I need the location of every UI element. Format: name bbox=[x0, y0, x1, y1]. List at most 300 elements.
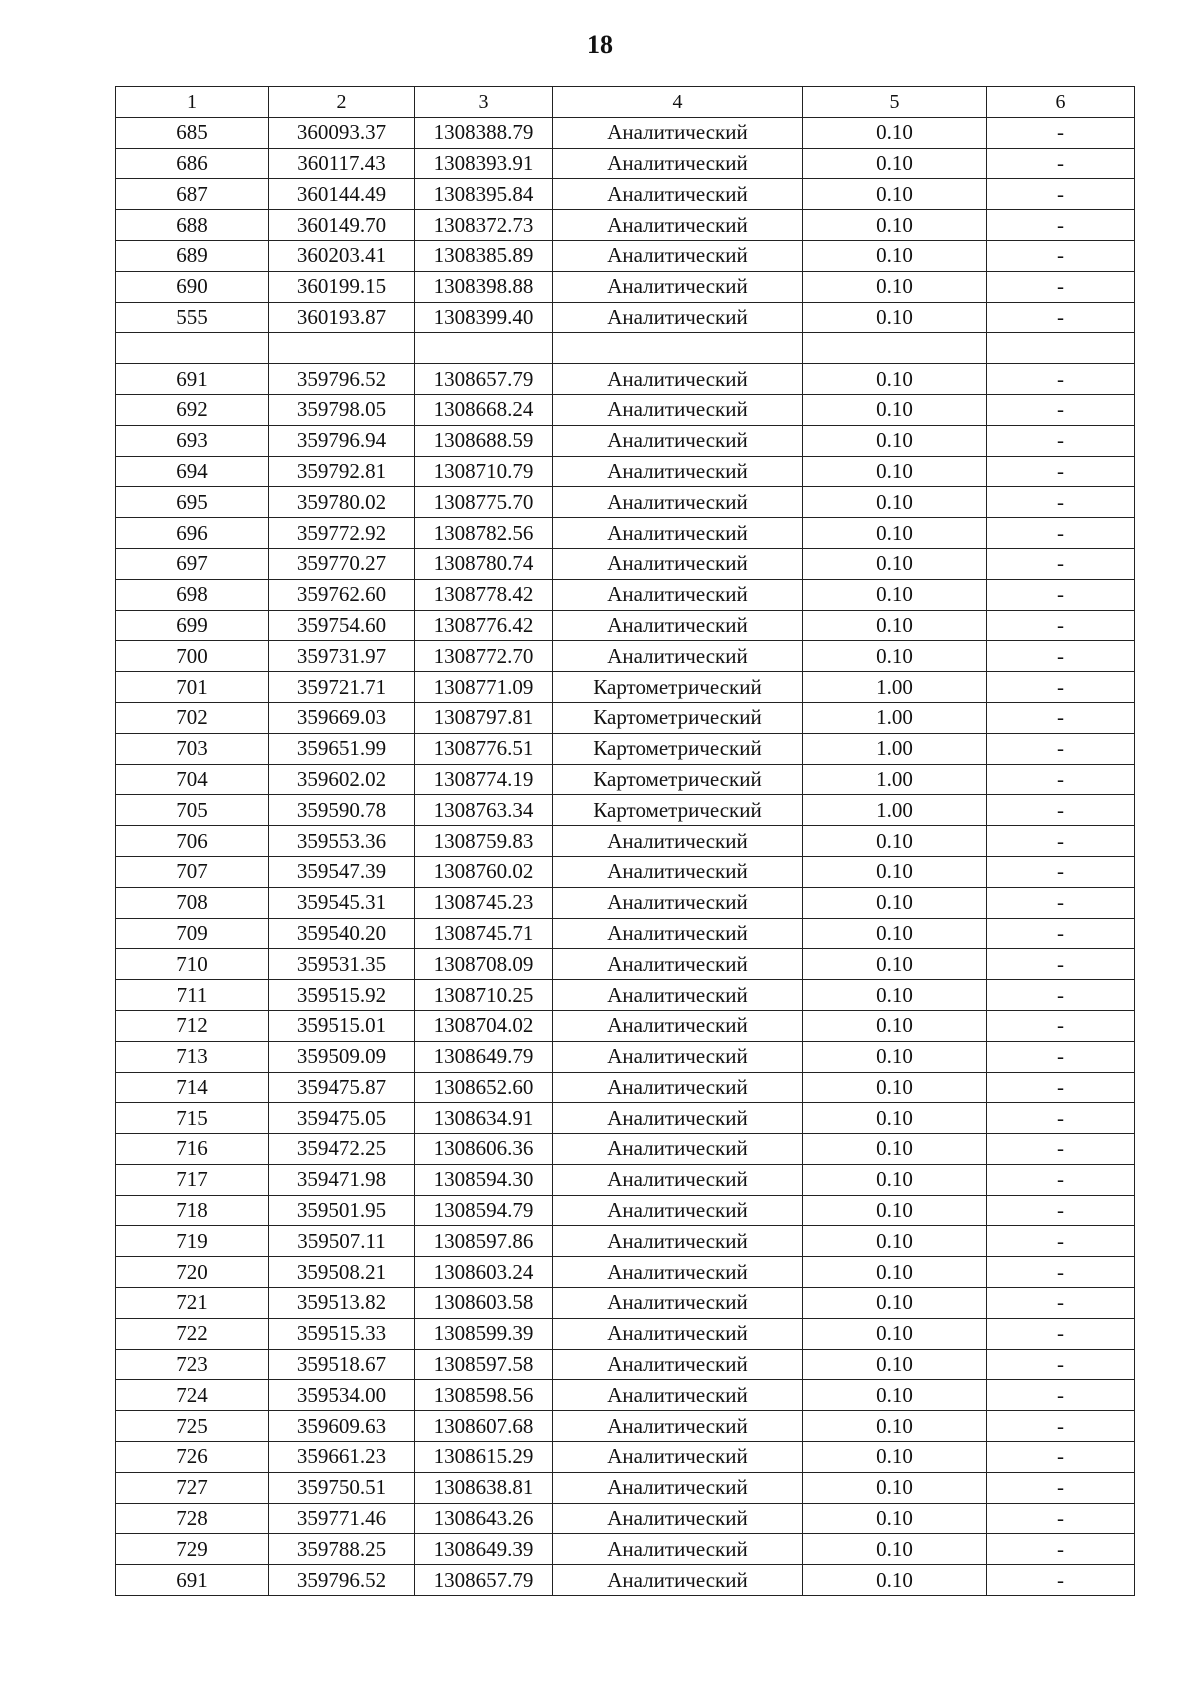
note-cell: - bbox=[987, 1257, 1135, 1288]
y-coordinate-cell: 1308597.58 bbox=[415, 1349, 553, 1380]
note-cell: - bbox=[987, 394, 1135, 425]
accuracy-cell: 0.10 bbox=[803, 1318, 987, 1349]
method-cell: Аналитический bbox=[553, 1411, 803, 1442]
table-row bbox=[116, 795, 1135, 826]
x-coordinate-cell: 359471.98 bbox=[269, 1164, 415, 1195]
accuracy-cell: 0.10 bbox=[803, 1472, 987, 1503]
point-number-cell: 693 bbox=[116, 425, 269, 456]
note-cell: - bbox=[987, 518, 1135, 549]
point-number-cell bbox=[116, 333, 269, 364]
accuracy-cell: 0.10 bbox=[803, 1195, 987, 1226]
method-cell: Аналитический bbox=[553, 210, 803, 241]
point-number-cell: 701 bbox=[116, 672, 269, 703]
point-number-cell: 721 bbox=[116, 1288, 269, 1319]
table-row bbox=[116, 487, 1135, 518]
method-cell: Картометрический bbox=[553, 764, 803, 795]
table-row bbox=[116, 333, 1135, 364]
method-cell: Аналитический bbox=[553, 1072, 803, 1103]
note-cell: - bbox=[987, 302, 1135, 333]
point-number-cell: 691 bbox=[116, 1565, 269, 1596]
accuracy-cell: 0.10 bbox=[803, 1010, 987, 1041]
point-number-cell: 691 bbox=[116, 364, 269, 395]
table-row bbox=[116, 1226, 1135, 1257]
y-coordinate-cell: 1308594.30 bbox=[415, 1164, 553, 1195]
accuracy-cell: 0.10 bbox=[803, 1442, 987, 1473]
x-coordinate-cell: 359518.67 bbox=[269, 1349, 415, 1380]
table-row bbox=[116, 1565, 1135, 1596]
table-row bbox=[116, 364, 1135, 395]
table-row bbox=[116, 1534, 1135, 1565]
note-cell: - bbox=[987, 1349, 1135, 1380]
note-cell: - bbox=[987, 610, 1135, 641]
method-cell: Аналитический bbox=[553, 1534, 803, 1565]
accuracy-cell: 0.10 bbox=[803, 1503, 987, 1534]
accuracy-cell: 0.10 bbox=[803, 425, 987, 456]
y-coordinate-cell: 1308745.71 bbox=[415, 918, 553, 949]
point-number-cell: 723 bbox=[116, 1349, 269, 1380]
y-coordinate-cell: 1308668.24 bbox=[415, 394, 553, 425]
x-coordinate-cell: 359590.78 bbox=[269, 795, 415, 826]
accuracy-cell: 0.10 bbox=[803, 826, 987, 857]
method-cell: Аналитический bbox=[553, 1164, 803, 1195]
x-coordinate-cell: 359661.23 bbox=[269, 1442, 415, 1473]
x-coordinate-cell: 359772.92 bbox=[269, 518, 415, 549]
table-row bbox=[116, 702, 1135, 733]
column-header: 4 bbox=[553, 87, 803, 118]
y-coordinate-cell: 1308599.39 bbox=[415, 1318, 553, 1349]
point-number-cell: 727 bbox=[116, 1472, 269, 1503]
x-coordinate-cell: 359472.25 bbox=[269, 1134, 415, 1165]
table-row bbox=[116, 1072, 1135, 1103]
accuracy-cell: 0.10 bbox=[803, 364, 987, 395]
accuracy-cell: 0.10 bbox=[803, 210, 987, 241]
accuracy-cell: 0.10 bbox=[803, 887, 987, 918]
point-number-cell: 709 bbox=[116, 918, 269, 949]
accuracy-cell: 0.10 bbox=[803, 1534, 987, 1565]
note-cell: - bbox=[987, 795, 1135, 826]
note-cell: - bbox=[987, 1288, 1135, 1319]
accuracy-cell: 0.10 bbox=[803, 1349, 987, 1380]
note-cell: - bbox=[987, 918, 1135, 949]
column-header: 5 bbox=[803, 87, 987, 118]
table-row bbox=[116, 1349, 1135, 1380]
y-coordinate-cell: 1308649.39 bbox=[415, 1534, 553, 1565]
accuracy-cell: 0.10 bbox=[803, 1226, 987, 1257]
point-number-cell: 704 bbox=[116, 764, 269, 795]
x-coordinate-cell: 360144.49 bbox=[269, 179, 415, 210]
note-cell: - bbox=[987, 456, 1135, 487]
table-row bbox=[116, 887, 1135, 918]
table-row bbox=[116, 1503, 1135, 1534]
method-cell: Аналитический bbox=[553, 887, 803, 918]
accuracy-cell: 0.10 bbox=[803, 240, 987, 271]
table-body bbox=[116, 117, 1135, 1595]
table-row bbox=[116, 548, 1135, 579]
table-row bbox=[116, 764, 1135, 795]
accuracy-cell: 0.10 bbox=[803, 949, 987, 980]
point-number-cell: 724 bbox=[116, 1380, 269, 1411]
table-row bbox=[116, 672, 1135, 703]
note-cell: - bbox=[987, 672, 1135, 703]
accuracy-cell: 0.10 bbox=[803, 641, 987, 672]
method-cell: Аналитический bbox=[553, 394, 803, 425]
x-coordinate-cell: 359553.36 bbox=[269, 826, 415, 857]
point-number-cell: 718 bbox=[116, 1195, 269, 1226]
x-coordinate-cell: 359515.92 bbox=[269, 980, 415, 1011]
y-coordinate-cell: 1308778.42 bbox=[415, 579, 553, 610]
accuracy-cell: 1.00 bbox=[803, 795, 987, 826]
x-coordinate-cell: 359780.02 bbox=[269, 487, 415, 518]
note-cell: - bbox=[987, 579, 1135, 610]
point-number-cell: 702 bbox=[116, 702, 269, 733]
x-coordinate-cell: 359669.03 bbox=[269, 702, 415, 733]
method-cell: Аналитический bbox=[553, 271, 803, 302]
method-cell: Аналитический bbox=[553, 1226, 803, 1257]
method-cell: Аналитический bbox=[553, 1380, 803, 1411]
y-coordinate-cell: 1308398.88 bbox=[415, 271, 553, 302]
method-cell: Аналитический bbox=[553, 148, 803, 179]
table-row bbox=[116, 302, 1135, 333]
note-cell: - bbox=[987, 1134, 1135, 1165]
y-coordinate-cell: 1308606.36 bbox=[415, 1134, 553, 1165]
accuracy-cell: 0.10 bbox=[803, 918, 987, 949]
y-coordinate-cell: 1308776.51 bbox=[415, 733, 553, 764]
y-coordinate-cell: 1308775.70 bbox=[415, 487, 553, 518]
method-cell: Аналитический bbox=[553, 918, 803, 949]
point-number-cell: 708 bbox=[116, 887, 269, 918]
x-coordinate-cell: 359475.05 bbox=[269, 1103, 415, 1134]
column-header: 1 bbox=[116, 87, 269, 118]
note-cell: - bbox=[987, 1195, 1135, 1226]
y-coordinate-cell: 1308388.79 bbox=[415, 117, 553, 148]
x-coordinate-cell: 359792.81 bbox=[269, 456, 415, 487]
table-row bbox=[116, 1195, 1135, 1226]
table-row bbox=[116, 1041, 1135, 1072]
point-number-cell: 725 bbox=[116, 1411, 269, 1442]
table-row bbox=[116, 1257, 1135, 1288]
method-cell: Аналитический bbox=[553, 1565, 803, 1596]
point-number-cell: 685 bbox=[116, 117, 269, 148]
y-coordinate-cell: 1308780.74 bbox=[415, 548, 553, 579]
x-coordinate-cell: 359509.09 bbox=[269, 1041, 415, 1072]
accuracy-cell: 0.10 bbox=[803, 1411, 987, 1442]
table-row bbox=[116, 1318, 1135, 1349]
point-number-cell: 700 bbox=[116, 641, 269, 672]
method-cell: Аналитический bbox=[553, 302, 803, 333]
y-coordinate-cell: 1308688.59 bbox=[415, 425, 553, 456]
x-coordinate-cell: 359508.21 bbox=[269, 1257, 415, 1288]
note-cell: - bbox=[987, 117, 1135, 148]
x-coordinate-cell: 359602.02 bbox=[269, 764, 415, 795]
column-header: 6 bbox=[987, 87, 1135, 118]
y-coordinate-cell: 1308652.60 bbox=[415, 1072, 553, 1103]
table-row bbox=[116, 240, 1135, 271]
table-row bbox=[116, 980, 1135, 1011]
method-cell: Аналитический bbox=[553, 1503, 803, 1534]
column-header: 3 bbox=[415, 87, 553, 118]
y-coordinate-cell: 1308615.29 bbox=[415, 1442, 553, 1473]
x-coordinate-cell: 359798.05 bbox=[269, 394, 415, 425]
note-cell: - bbox=[987, 1164, 1135, 1195]
x-coordinate-cell: 359796.52 bbox=[269, 1565, 415, 1596]
y-coordinate-cell: 1308603.58 bbox=[415, 1288, 553, 1319]
x-coordinate-cell: 359507.11 bbox=[269, 1226, 415, 1257]
method-cell: Аналитический bbox=[553, 240, 803, 271]
x-coordinate-cell bbox=[269, 333, 415, 364]
note-cell: - bbox=[987, 1380, 1135, 1411]
table-row bbox=[116, 1134, 1135, 1165]
x-coordinate-cell: 359540.20 bbox=[269, 918, 415, 949]
x-coordinate-cell: 359754.60 bbox=[269, 610, 415, 641]
accuracy-cell: 0.10 bbox=[803, 1103, 987, 1134]
note-cell: - bbox=[987, 826, 1135, 857]
method-cell: Аналитический bbox=[553, 856, 803, 887]
point-number-cell: 713 bbox=[116, 1041, 269, 1072]
x-coordinate-cell: 359796.52 bbox=[269, 364, 415, 395]
method-cell: Аналитический bbox=[553, 610, 803, 641]
method-cell: Аналитический bbox=[553, 179, 803, 210]
point-number-cell: 705 bbox=[116, 795, 269, 826]
x-coordinate-cell: 360199.15 bbox=[269, 271, 415, 302]
note-cell: - bbox=[987, 240, 1135, 271]
point-number-cell: 720 bbox=[116, 1257, 269, 1288]
note-cell: - bbox=[987, 856, 1135, 887]
note-cell: - bbox=[987, 641, 1135, 672]
accuracy-cell: 0.10 bbox=[803, 518, 987, 549]
note-cell: - bbox=[987, 733, 1135, 764]
x-coordinate-cell: 360117.43 bbox=[269, 148, 415, 179]
method-cell: Аналитический bbox=[553, 1010, 803, 1041]
point-number-cell: 715 bbox=[116, 1103, 269, 1134]
y-coordinate-cell: 1308797.81 bbox=[415, 702, 553, 733]
point-number-cell: 706 bbox=[116, 826, 269, 857]
note-cell: - bbox=[987, 425, 1135, 456]
accuracy-cell: 1.00 bbox=[803, 672, 987, 703]
y-coordinate-cell: 1308782.56 bbox=[415, 518, 553, 549]
method-cell: Картометрический bbox=[553, 672, 803, 703]
table-row bbox=[116, 1164, 1135, 1195]
y-coordinate-cell bbox=[415, 333, 553, 364]
table-row bbox=[116, 1472, 1135, 1503]
point-number-cell: 692 bbox=[116, 394, 269, 425]
method-cell: Картометрический bbox=[553, 733, 803, 764]
method-cell: Картометрический bbox=[553, 795, 803, 826]
accuracy-cell bbox=[803, 333, 987, 364]
x-coordinate-cell: 359513.82 bbox=[269, 1288, 415, 1319]
point-number-cell: 699 bbox=[116, 610, 269, 641]
note-cell: - bbox=[987, 1226, 1135, 1257]
note-cell: - bbox=[987, 1503, 1135, 1534]
y-coordinate-cell: 1308638.81 bbox=[415, 1472, 553, 1503]
accuracy-cell: 0.10 bbox=[803, 856, 987, 887]
table-row bbox=[116, 733, 1135, 764]
method-cell: Аналитический bbox=[553, 1257, 803, 1288]
x-coordinate-cell: 359475.87 bbox=[269, 1072, 415, 1103]
x-coordinate-cell: 360149.70 bbox=[269, 210, 415, 241]
table-row bbox=[116, 518, 1135, 549]
accuracy-cell: 0.10 bbox=[803, 1072, 987, 1103]
table-row bbox=[116, 179, 1135, 210]
y-coordinate-cell: 1308395.84 bbox=[415, 179, 553, 210]
y-coordinate-cell: 1308771.09 bbox=[415, 672, 553, 703]
note-cell: - bbox=[987, 949, 1135, 980]
y-coordinate-cell: 1308704.02 bbox=[415, 1010, 553, 1041]
accuracy-cell: 0.10 bbox=[803, 148, 987, 179]
y-coordinate-cell: 1308372.73 bbox=[415, 210, 553, 241]
y-coordinate-cell: 1308385.89 bbox=[415, 240, 553, 271]
method-cell: Аналитический bbox=[553, 980, 803, 1011]
y-coordinate-cell: 1308598.56 bbox=[415, 1380, 553, 1411]
y-coordinate-cell: 1308772.70 bbox=[415, 641, 553, 672]
note-cell: - bbox=[987, 1534, 1135, 1565]
table-row bbox=[116, 918, 1135, 949]
table-row bbox=[116, 1442, 1135, 1473]
point-number-cell: 698 bbox=[116, 579, 269, 610]
y-coordinate-cell: 1308759.83 bbox=[415, 826, 553, 857]
x-coordinate-cell: 359531.35 bbox=[269, 949, 415, 980]
method-cell: Аналитический bbox=[553, 1442, 803, 1473]
point-number-cell: 726 bbox=[116, 1442, 269, 1473]
method-cell: Аналитический bbox=[553, 1349, 803, 1380]
point-number-cell: 689 bbox=[116, 240, 269, 271]
point-number-cell: 728 bbox=[116, 1503, 269, 1534]
note-cell: - bbox=[987, 1411, 1135, 1442]
x-coordinate-cell: 359501.95 bbox=[269, 1195, 415, 1226]
x-coordinate-cell: 359534.00 bbox=[269, 1380, 415, 1411]
table-row bbox=[116, 856, 1135, 887]
point-number-cell: 687 bbox=[116, 179, 269, 210]
x-coordinate-cell: 359770.27 bbox=[269, 548, 415, 579]
accuracy-cell: 0.10 bbox=[803, 271, 987, 302]
note-cell: - bbox=[987, 1010, 1135, 1041]
column-header: 2 bbox=[269, 87, 415, 118]
note-cell: - bbox=[987, 364, 1135, 395]
x-coordinate-cell: 359515.33 bbox=[269, 1318, 415, 1349]
accuracy-cell: 0.10 bbox=[803, 980, 987, 1011]
note-cell: - bbox=[987, 1472, 1135, 1503]
accuracy-cell: 0.10 bbox=[803, 548, 987, 579]
method-cell: Аналитический bbox=[553, 518, 803, 549]
method-cell: Аналитический bbox=[553, 1318, 803, 1349]
y-coordinate-cell: 1308760.02 bbox=[415, 856, 553, 887]
y-coordinate-cell: 1308657.79 bbox=[415, 1565, 553, 1596]
y-coordinate-cell: 1308745.23 bbox=[415, 887, 553, 918]
table-row bbox=[116, 456, 1135, 487]
y-coordinate-cell: 1308649.79 bbox=[415, 1041, 553, 1072]
table-row bbox=[116, 1103, 1135, 1134]
y-coordinate-cell: 1308597.86 bbox=[415, 1226, 553, 1257]
y-coordinate-cell: 1308774.19 bbox=[415, 764, 553, 795]
method-cell: Аналитический bbox=[553, 117, 803, 148]
method-cell: Аналитический bbox=[553, 1134, 803, 1165]
accuracy-cell: 0.10 bbox=[803, 1565, 987, 1596]
x-coordinate-cell: 359547.39 bbox=[269, 856, 415, 887]
table-header-row bbox=[116, 87, 1135, 118]
x-coordinate-cell: 359609.63 bbox=[269, 1411, 415, 1442]
accuracy-cell: 0.10 bbox=[803, 610, 987, 641]
x-coordinate-cell: 359762.60 bbox=[269, 579, 415, 610]
method-cell: Аналитический bbox=[553, 425, 803, 456]
accuracy-cell: 1.00 bbox=[803, 702, 987, 733]
point-number-cell: 697 bbox=[116, 548, 269, 579]
y-coordinate-cell: 1308657.79 bbox=[415, 364, 553, 395]
y-coordinate-cell: 1308393.91 bbox=[415, 148, 553, 179]
method-cell: Аналитический bbox=[553, 1195, 803, 1226]
table-row bbox=[116, 579, 1135, 610]
point-number-cell: 695 bbox=[116, 487, 269, 518]
table-row bbox=[116, 1288, 1135, 1319]
x-coordinate-cell: 359651.99 bbox=[269, 733, 415, 764]
point-number-cell: 696 bbox=[116, 518, 269, 549]
method-cell: Аналитический bbox=[553, 826, 803, 857]
accuracy-cell: 0.10 bbox=[803, 1164, 987, 1195]
point-number-cell: 712 bbox=[116, 1010, 269, 1041]
note-cell: - bbox=[987, 1565, 1135, 1596]
y-coordinate-cell: 1308710.25 bbox=[415, 980, 553, 1011]
note-cell: - bbox=[987, 887, 1135, 918]
x-coordinate-cell: 359731.97 bbox=[269, 641, 415, 672]
x-coordinate-cell: 359796.94 bbox=[269, 425, 415, 456]
y-coordinate-cell: 1308710.79 bbox=[415, 456, 553, 487]
method-cell: Аналитический bbox=[553, 364, 803, 395]
table-row bbox=[116, 1380, 1135, 1411]
table-row bbox=[116, 210, 1135, 241]
note-cell: - bbox=[987, 1103, 1135, 1134]
method-cell: Аналитический bbox=[553, 1288, 803, 1319]
accuracy-cell: 1.00 bbox=[803, 764, 987, 795]
accuracy-cell: 0.10 bbox=[803, 1041, 987, 1072]
method-cell: Аналитический bbox=[553, 456, 803, 487]
point-number-cell: 729 bbox=[116, 1534, 269, 1565]
coordinates-table bbox=[115, 86, 1135, 1596]
accuracy-cell: 0.10 bbox=[803, 117, 987, 148]
note-cell: - bbox=[987, 179, 1135, 210]
table-row bbox=[116, 1010, 1135, 1041]
note-cell bbox=[987, 333, 1135, 364]
y-coordinate-cell: 1308603.24 bbox=[415, 1257, 553, 1288]
note-cell: - bbox=[987, 271, 1135, 302]
x-coordinate-cell: 359515.01 bbox=[269, 1010, 415, 1041]
y-coordinate-cell: 1308594.79 bbox=[415, 1195, 553, 1226]
accuracy-cell: 1.00 bbox=[803, 733, 987, 764]
y-coordinate-cell: 1308399.40 bbox=[415, 302, 553, 333]
y-coordinate-cell: 1308763.34 bbox=[415, 795, 553, 826]
x-coordinate-cell: 360193.87 bbox=[269, 302, 415, 333]
note-cell: - bbox=[987, 148, 1135, 179]
accuracy-cell: 0.10 bbox=[803, 302, 987, 333]
table-row bbox=[116, 610, 1135, 641]
method-cell: Аналитический bbox=[553, 1472, 803, 1503]
note-cell: - bbox=[987, 1072, 1135, 1103]
x-coordinate-cell: 360203.41 bbox=[269, 240, 415, 271]
y-coordinate-cell: 1308607.68 bbox=[415, 1411, 553, 1442]
method-cell: Аналитический bbox=[553, 487, 803, 518]
x-coordinate-cell: 360093.37 bbox=[269, 117, 415, 148]
x-coordinate-cell: 359750.51 bbox=[269, 1472, 415, 1503]
y-coordinate-cell: 1308708.09 bbox=[415, 949, 553, 980]
point-number-cell: 710 bbox=[116, 949, 269, 980]
y-coordinate-cell: 1308643.26 bbox=[415, 1503, 553, 1534]
table-row bbox=[116, 641, 1135, 672]
point-number-cell: 722 bbox=[116, 1318, 269, 1349]
table-row bbox=[116, 117, 1135, 148]
accuracy-cell: 0.10 bbox=[803, 579, 987, 610]
x-coordinate-cell: 359788.25 bbox=[269, 1534, 415, 1565]
point-number-cell: 711 bbox=[116, 980, 269, 1011]
method-cell: Картометрический bbox=[553, 702, 803, 733]
note-cell: - bbox=[987, 1041, 1135, 1072]
point-number-cell: 717 bbox=[116, 1164, 269, 1195]
